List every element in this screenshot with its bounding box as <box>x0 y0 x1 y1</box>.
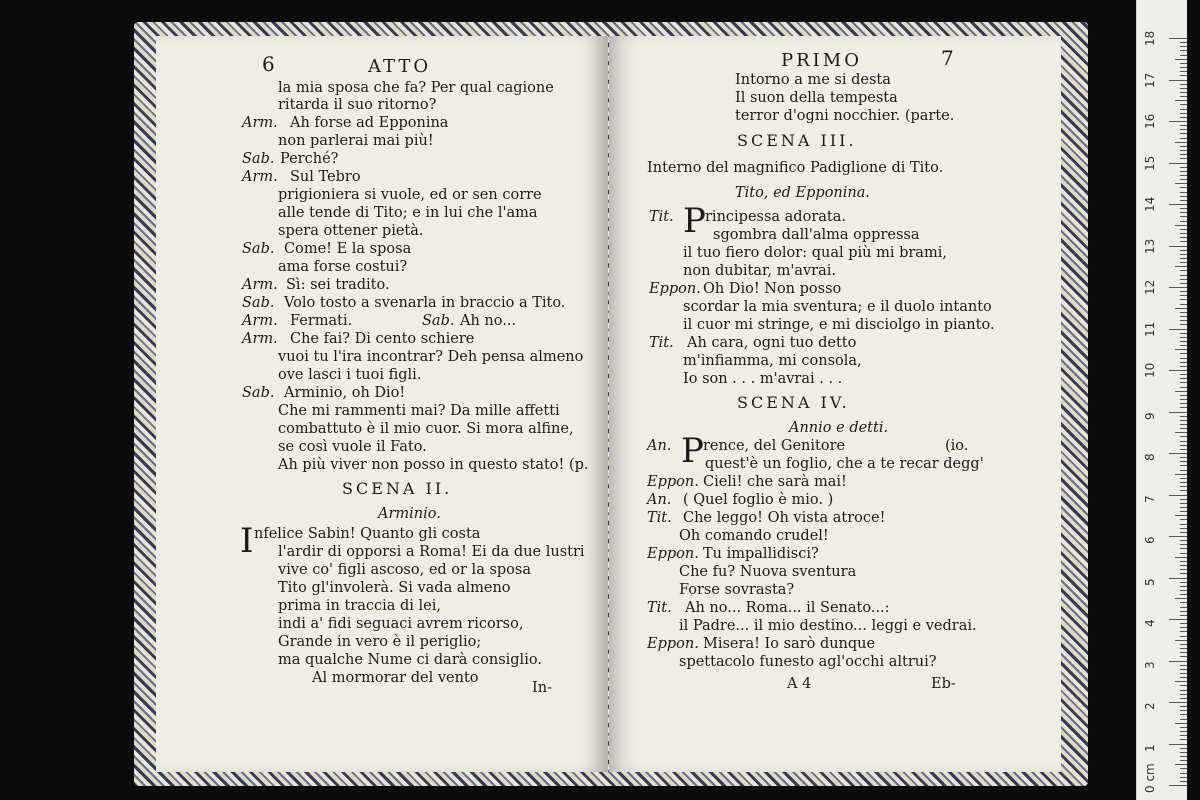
text-line: Arminio, oh Dio! <box>284 385 406 401</box>
ruler-minor-tick <box>1180 109 1187 110</box>
text-line: terror d'ogni nocchier. (parte. <box>735 108 955 124</box>
speaker: Tit. <box>649 335 674 351</box>
ruler-minor-tick <box>1175 474 1187 475</box>
ruler-minor-tick <box>1175 100 1187 101</box>
ruler-label: 4 <box>1143 619 1157 627</box>
ruler-minor-tick <box>1180 424 1187 425</box>
ruler-minor-tick <box>1175 640 1187 641</box>
ruler-minor-tick <box>1180 138 1187 139</box>
ruler-tick <box>1169 785 1187 786</box>
speaker: Sab. <box>242 241 275 257</box>
ruler-minor-tick <box>1180 283 1187 284</box>
ruler-minor-tick <box>1180 449 1187 450</box>
text-line: rence, del Genitore <box>703 438 846 454</box>
text-line: Oh Dio! Non posso <box>703 281 842 297</box>
ruler-minor-tick <box>1180 200 1187 201</box>
ruler-minor-tick <box>1180 250 1187 251</box>
ruler-label: 8 <box>1143 453 1157 461</box>
text-line: ritarda il suo ritorno? <box>278 97 437 113</box>
ruler-minor-tick <box>1180 382 1187 383</box>
ruler-minor-tick <box>1180 710 1187 711</box>
ruler-minor-tick <box>1180 154 1187 155</box>
ruler-minor-tick <box>1180 756 1187 757</box>
ruler-minor-tick <box>1180 714 1187 715</box>
ruler-tick <box>1169 702 1187 703</box>
text-line: Intorno a me si desta <box>735 72 891 88</box>
scene-heading: SCENA IV. <box>737 393 850 412</box>
scene-characters: Annio e detti. <box>789 420 889 436</box>
text-line: prigioniera si vuole, ed or sen corre <box>278 187 542 203</box>
ruler-tick <box>1169 80 1187 81</box>
ruler-minor-tick <box>1180 760 1187 761</box>
ruler-minor-tick <box>1180 486 1187 487</box>
speaker: Eppon. <box>649 281 701 297</box>
text-line: nfelice Sabin! Quanto gli costa <box>254 526 481 542</box>
ruler-minor-tick <box>1180 507 1187 508</box>
ruler-minor-tick <box>1180 67 1187 68</box>
speaker: Arm. <box>242 277 278 293</box>
ruler-minor-tick <box>1180 665 1187 666</box>
ruler-minor-tick <box>1175 183 1187 184</box>
ruler-minor-tick <box>1180 735 1187 736</box>
ruler-minor-tick <box>1180 482 1187 483</box>
ruler-label: 17 <box>1143 72 1157 88</box>
ruler-minor-tick <box>1180 731 1187 732</box>
ruler-minor-tick <box>1180 254 1187 255</box>
text-line: la mia sposa che fa? Per qual cagione <box>278 80 554 96</box>
ruler-minor-tick <box>1180 63 1187 64</box>
speaker: Sab. <box>242 295 275 311</box>
ruler-minor-tick <box>1175 349 1187 350</box>
ruler-label: 5 <box>1143 577 1157 586</box>
ruler-minor-tick <box>1180 768 1187 769</box>
text-line: Che leggo! Oh vista atroce! <box>683 510 886 526</box>
ruler-minor-tick <box>1180 146 1187 147</box>
ruler-minor-tick <box>1180 573 1187 574</box>
text-line: Ah cara, ogni tuo detto <box>687 335 857 351</box>
ruler-minor-tick <box>1180 524 1187 525</box>
ruler-minor-tick <box>1180 316 1187 317</box>
ruler-minor-tick <box>1180 627 1187 628</box>
ruler-minor-tick <box>1180 540 1187 541</box>
speaker: Tit. <box>647 510 672 526</box>
ruler-minor-tick <box>1175 515 1187 516</box>
ruler-tick <box>1169 163 1187 164</box>
ruler-minor-tick <box>1180 403 1187 404</box>
text-line: Fermati. <box>290 313 353 329</box>
ruler-minor-tick <box>1180 445 1187 446</box>
ruler-label: 0 cm <box>1143 763 1157 793</box>
ruler-minor-tick <box>1180 196 1187 197</box>
ruler-minor-tick <box>1175 681 1187 682</box>
ruler-tick <box>1169 453 1187 454</box>
ruler-minor-tick <box>1180 341 1187 342</box>
text-line: non dubitar, m'avrai. <box>683 263 836 279</box>
ruler-minor-tick <box>1175 723 1187 724</box>
text-line: Che mi rammenti mai? Da mille affetti <box>278 403 560 419</box>
text-line: Cieli! che sarà mai! <box>703 474 847 490</box>
ruler-minor-tick <box>1180 611 1187 612</box>
ruler-tick <box>1169 536 1187 537</box>
ruler-minor-tick <box>1180 42 1187 43</box>
ruler-tick <box>1169 246 1187 247</box>
ruler-minor-tick <box>1180 179 1187 180</box>
ruler-minor-tick <box>1180 669 1187 670</box>
catchword: In- <box>532 680 552 696</box>
speaker: An. <box>647 492 672 508</box>
ruler-label: 16 <box>1143 113 1157 129</box>
ruler-minor-tick <box>1180 499 1187 500</box>
text-line: Tu impallidisci? <box>703 546 819 562</box>
text-line: Sul Tebro <box>290 169 361 185</box>
ruler-minor-tick <box>1180 519 1187 520</box>
ruler-minor-tick <box>1180 208 1187 209</box>
ruler-minor-tick <box>1180 75 1187 76</box>
ruler-minor-tick <box>1180 561 1187 562</box>
catchword: Eb- <box>931 676 956 692</box>
ruler-minor-tick <box>1180 441 1187 442</box>
ruler-minor-tick <box>1175 391 1187 392</box>
text-line: Ah forse ad Epponina <box>290 115 449 131</box>
ruler-minor-tick <box>1180 428 1187 429</box>
ruler-minor-tick <box>1180 171 1187 172</box>
ruler-minor-tick <box>1180 96 1187 97</box>
text-line: Tito gl'involerà. Si vada almeno <box>278 580 511 596</box>
ruler-minor-tick <box>1180 158 1187 159</box>
text-line: ( Quel foglio è mio. ) <box>683 492 834 508</box>
text-line: vuoi tu l'ira incontrar? Deh pensa almeno <box>278 349 584 365</box>
ruler-minor-tick <box>1175 557 1187 558</box>
ruler-minor-tick <box>1180 607 1187 608</box>
ruler-minor-tick <box>1180 582 1187 583</box>
ruler-minor-tick <box>1180 291 1187 292</box>
ruler-minor-tick <box>1180 113 1187 114</box>
text-line: Che fai? Di cento schiere <box>290 331 475 347</box>
ruler-minor-tick <box>1180 532 1187 533</box>
ruler-minor-tick <box>1180 395 1187 396</box>
text-line: scordar la mia sventura; e il duolo intanto <box>683 299 992 315</box>
ruler-minor-tick <box>1175 598 1187 599</box>
ruler-minor-tick <box>1180 615 1187 616</box>
ruler-label: 13 <box>1143 238 1157 254</box>
speaker: An. <box>647 438 672 454</box>
ruler-minor-tick <box>1180 320 1187 321</box>
ruler-minor-tick <box>1180 104 1187 105</box>
ruler-minor-tick <box>1180 299 1187 300</box>
ruler-minor-tick <box>1180 544 1187 545</box>
ruler-minor-tick <box>1180 594 1187 595</box>
text-line: ove lasci i tuoi figli. <box>278 367 422 383</box>
ruler-minor-tick <box>1180 387 1187 388</box>
ruler-minor-tick <box>1180 167 1187 168</box>
ruler-minor-tick <box>1180 312 1187 313</box>
speaker: Sab. <box>242 151 275 167</box>
ruler-minor-tick <box>1180 565 1187 566</box>
ruler-minor-tick <box>1175 764 1187 765</box>
ruler-minor-tick <box>1180 420 1187 421</box>
ruler-minor-tick <box>1180 241 1187 242</box>
ruler-minor-tick <box>1180 237 1187 238</box>
ruler-minor-tick <box>1180 586 1187 587</box>
ruler-minor-tick <box>1180 636 1187 637</box>
scene-heading: SCENA II. <box>342 479 453 498</box>
text-line: Grande in vero è il periglio; <box>278 634 482 650</box>
speaker: Arm. <box>242 115 278 131</box>
ruler-minor-tick <box>1180 345 1187 346</box>
speaker: Arm. <box>242 169 278 185</box>
ruler-minor-tick <box>1180 590 1187 591</box>
ruler-minor-tick <box>1180 175 1187 176</box>
ruler-minor-tick <box>1180 258 1187 259</box>
speaker: Tit. <box>649 209 674 225</box>
text-line: ama forse costui? <box>278 259 408 275</box>
scene-characters: Tito, ed Epponina. <box>735 185 871 201</box>
text-line: (io. <box>945 438 969 454</box>
speaker: Arm. <box>242 313 278 329</box>
ruler-tick <box>1169 495 1187 496</box>
ruler-minor-tick <box>1180 362 1187 363</box>
drop-initial: P <box>681 431 704 471</box>
ruler-minor-tick <box>1180 503 1187 504</box>
ruler-minor-tick <box>1175 266 1187 267</box>
ruler-minor-tick <box>1180 777 1187 778</box>
ruler-label: 11 <box>1143 321 1157 337</box>
ruler-minor-tick <box>1180 50 1187 51</box>
ruler-minor-tick <box>1180 304 1187 305</box>
ruler-label: 10 <box>1143 362 1157 378</box>
text-line: l'ardir di opporsi a Roma! Ei da due lustri <box>278 544 585 560</box>
ruler-label: 9 <box>1143 411 1157 420</box>
text-line: combattuto è il mio cuor. Si mora alfine, <box>278 421 574 437</box>
text-line: Ah più viver non posso in questo stato! (p. <box>278 457 589 473</box>
text-line: indi a' fidi seguaci avrem ricorso, <box>278 616 524 632</box>
right-page <box>609 36 1061 772</box>
ruler-minor-tick <box>1180 656 1187 657</box>
text-line: Io son . . . m'avrai . . . <box>683 371 843 387</box>
ruler-minor-tick <box>1180 698 1187 699</box>
text-line: Oh comando crudel! <box>679 528 829 544</box>
ruler-minor-tick <box>1180 478 1187 479</box>
running-head: ATTO <box>368 56 432 77</box>
ruler-minor-tick <box>1180 569 1187 570</box>
ruler-minor-tick <box>1180 511 1187 512</box>
ruler-tick <box>1169 370 1187 371</box>
text-line: Come! E la sposa <box>284 241 412 257</box>
ruler-minor-tick <box>1180 470 1187 471</box>
ruler-minor-tick <box>1175 225 1187 226</box>
ruler-minor-tick <box>1180 528 1187 529</box>
ruler-minor-tick <box>1180 690 1187 691</box>
text-line: prima in traccia di lei, <box>278 598 441 614</box>
ruler-minor-tick <box>1180 644 1187 645</box>
ruler-minor-tick <box>1180 192 1187 193</box>
ruler-minor-tick <box>1180 631 1187 632</box>
text-line: il Padre... il mio destino... leggi e vedrai. <box>679 618 977 634</box>
text-line: Che fu? Nuova sventura <box>679 564 857 580</box>
ruler-minor-tick <box>1180 233 1187 234</box>
ruler-minor-tick <box>1180 461 1187 462</box>
ruler-minor-tick <box>1180 727 1187 728</box>
text-line: il tuo fiero dolor: qual più mi brami, <box>683 245 947 261</box>
ruler-tick <box>1169 204 1187 205</box>
ruler-minor-tick <box>1180 673 1187 674</box>
ruler-minor-tick <box>1180 333 1187 334</box>
ruler-minor-tick <box>1180 752 1187 753</box>
running-head: PRIMO <box>781 50 862 71</box>
ruler-minor-tick <box>1180 324 1187 325</box>
ruler-minor-tick <box>1180 416 1187 417</box>
ruler-minor-tick <box>1180 133 1187 134</box>
ruler-minor-tick <box>1180 212 1187 213</box>
ruler-label: 14 <box>1143 196 1157 212</box>
text-line: sgombra dall'alma oppressa <box>713 227 920 243</box>
ruler-minor-tick <box>1180 374 1187 375</box>
ruler-tick <box>1169 38 1187 39</box>
ruler-minor-tick <box>1180 694 1187 695</box>
text-line: Al mormorar del vento <box>312 670 479 686</box>
ruler-minor-tick <box>1180 125 1187 126</box>
ruler-tick <box>1169 661 1187 662</box>
ruler-minor-tick <box>1180 677 1187 678</box>
speaker: Sab. <box>422 313 455 329</box>
ruler-tick <box>1169 619 1187 620</box>
ruler-minor-tick <box>1180 706 1187 707</box>
ruler-minor-tick <box>1180 150 1187 151</box>
text-line: rincipessa adorata. <box>705 209 846 225</box>
page-number: 7 <box>941 46 954 70</box>
ruler-minor-tick <box>1180 719 1187 720</box>
text-line: Sì: sei tradito. <box>286 277 390 293</box>
left-page <box>156 36 608 772</box>
ruler-minor-tick <box>1180 129 1187 130</box>
ruler-minor-tick <box>1180 781 1187 782</box>
scene-heading: SCENA III. <box>737 131 857 150</box>
ruler-minor-tick <box>1180 436 1187 437</box>
ruler-minor-tick <box>1180 229 1187 230</box>
ruler-label: 7 <box>1143 494 1157 503</box>
text-line: ma qualche Nume ci darà consiglio. <box>278 652 542 668</box>
speaker: Eppon. <box>647 636 699 652</box>
ruler-minor-tick <box>1180 92 1187 93</box>
ruler-minor-tick <box>1175 432 1187 433</box>
ruler-minor-tick <box>1180 366 1187 367</box>
ruler-minor-tick <box>1180 216 1187 217</box>
text-line: Perché? <box>280 151 339 167</box>
text-line: Volo tosto a svenarla in braccio a Tito. <box>284 295 566 311</box>
ruler-tick <box>1169 578 1187 579</box>
drop-initial: I <box>240 521 254 561</box>
ruler-tick <box>1169 287 1187 288</box>
page-number: 6 <box>262 52 275 76</box>
ruler-minor-tick <box>1180 490 1187 491</box>
ruler-minor-tick <box>1180 457 1187 458</box>
ruler-minor-tick <box>1180 353 1187 354</box>
ruler-minor-tick <box>1180 648 1187 649</box>
ruler-label: 12 <box>1143 279 1157 295</box>
ruler-minor-tick <box>1180 71 1187 72</box>
ruler-minor-tick <box>1180 685 1187 686</box>
text-line: se così vuole il Fato. <box>278 439 427 455</box>
ruler-minor-tick <box>1180 88 1187 89</box>
ruler-minor-tick <box>1175 59 1187 60</box>
ruler-minor-tick <box>1180 623 1187 624</box>
ruler-minor-tick <box>1180 378 1187 379</box>
speaker: Tit. <box>647 600 672 616</box>
text-line: Ah no... Roma... il Senato...: <box>685 600 890 616</box>
ruler-minor-tick <box>1180 548 1187 549</box>
ruler-minor-tick <box>1180 553 1187 554</box>
ruler-label: 18 <box>1143 30 1157 46</box>
ruler-label: 2 <box>1143 702 1157 710</box>
ruler-minor-tick <box>1180 748 1187 749</box>
ruler-minor-tick <box>1180 262 1187 263</box>
ruler-minor-tick <box>1180 337 1187 338</box>
text-line: m'infiamma, mi consola, <box>683 353 862 369</box>
signature-mark: A 4 <box>787 676 812 692</box>
ruler-minor-tick <box>1180 465 1187 466</box>
ruler-minor-tick <box>1180 46 1187 47</box>
ruler-minor-tick <box>1180 358 1187 359</box>
ruler-minor-tick <box>1180 117 1187 118</box>
ruler-minor-tick <box>1180 55 1187 56</box>
ruler-tick <box>1169 412 1187 413</box>
ruler-minor-tick <box>1175 142 1187 143</box>
measuring-ruler <box>1136 0 1187 800</box>
ruler-minor-tick <box>1180 739 1187 740</box>
ruler-minor-tick <box>1180 652 1187 653</box>
ruler-minor-tick <box>1180 270 1187 271</box>
text-line: il cuor mi stringe, e mi disciolgo in pianto. <box>683 317 995 333</box>
drop-initial: P <box>683 201 706 241</box>
ruler-minor-tick <box>1180 221 1187 222</box>
ruler-minor-tick <box>1180 187 1187 188</box>
ruler-minor-tick <box>1180 602 1187 603</box>
text-line: vive co' figli ascoso, ed or la sposa <box>278 562 531 578</box>
speaker: Arm. <box>242 331 278 347</box>
text-line: alle tende di Tito; e in lui che l'ama <box>278 205 538 221</box>
ruler-minor-tick <box>1175 308 1187 309</box>
ruler-minor-tick <box>1180 407 1187 408</box>
ruler-minor-tick <box>1180 399 1187 400</box>
text-line: quest'è un foglio, che a te recar degg' <box>705 456 984 472</box>
ruler-tick <box>1169 121 1187 122</box>
text-line: spera ottener pietà. <box>278 223 424 239</box>
ruler-tick <box>1169 329 1187 330</box>
speaker: Eppon. <box>647 474 699 490</box>
speaker: Sab. <box>242 385 275 401</box>
speaker: Eppon. <box>647 546 699 562</box>
text-line: Il suon della tempesta <box>735 90 898 106</box>
ruler-minor-tick <box>1180 279 1187 280</box>
ruler-minor-tick <box>1180 84 1187 85</box>
scene-characters: Arminio. <box>378 506 441 522</box>
text-line: Ah no... <box>460 313 517 329</box>
ruler-tick <box>1169 744 1187 745</box>
text-line: Forse sovrasta? <box>679 582 795 598</box>
ruler-label: 15 <box>1143 155 1157 171</box>
scene-setting: Interno del magnifico Padiglione di Tito. <box>647 160 944 176</box>
ruler-minor-tick <box>1180 295 1187 296</box>
ruler-label: 3 <box>1143 660 1157 669</box>
text-line: spettacolo funesto agl'occhi altrui? <box>679 654 937 670</box>
text-line: Misera! Io sarò dunque <box>703 636 876 652</box>
ruler-minor-tick <box>1180 773 1187 774</box>
text-line: non parlerai mai più! <box>278 133 434 149</box>
ruler-minor-tick <box>1180 275 1187 276</box>
ruler-label: 1 <box>1143 743 1157 752</box>
ruler-label: 6 <box>1143 536 1157 544</box>
